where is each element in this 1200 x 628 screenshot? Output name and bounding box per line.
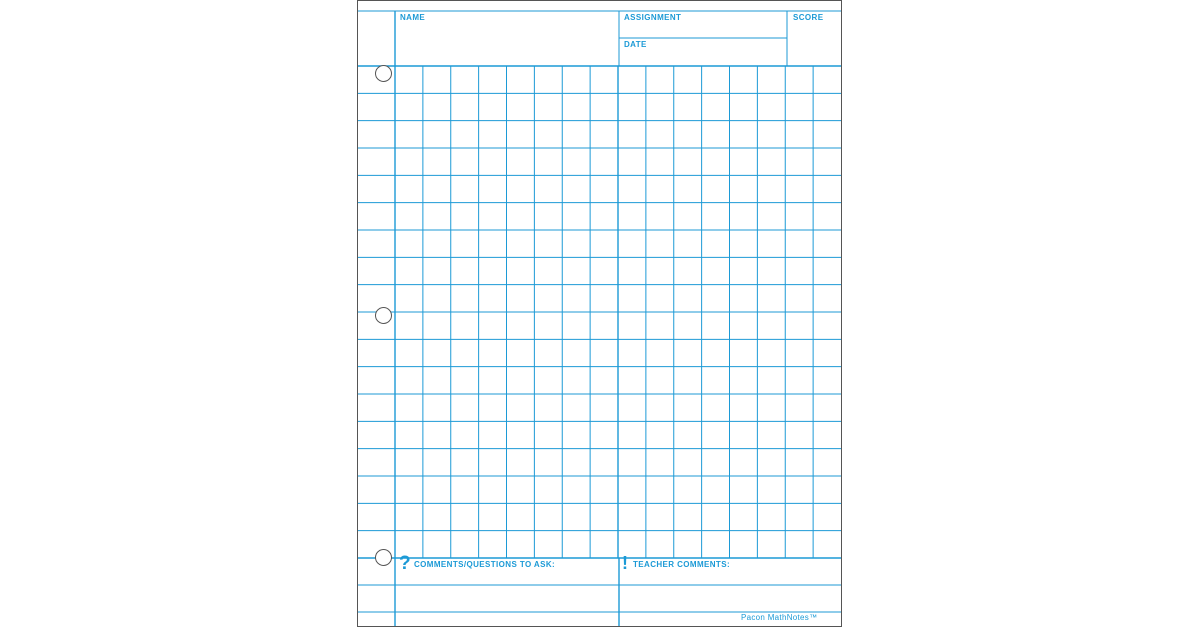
score-label: SCORE (793, 13, 824, 22)
comments-questions-label: COMMENTS/QUESTIONS TO ASK: (414, 560, 556, 569)
question-mark-icon: ? (399, 553, 411, 574)
brand-label: Pacon MathNotes™ (741, 613, 818, 622)
assignment-label: ASSIGNMENT (624, 13, 682, 22)
date-label: DATE (624, 40, 647, 49)
teacher-comments-field[interactable] (619, 571, 841, 626)
name-label: NAME (400, 13, 426, 22)
exclamation-mark-icon: ! (622, 553, 628, 573)
graph-paper-sheet (357, 0, 842, 627)
comments-questions-field[interactable] (395, 571, 618, 626)
binder-hole-bottom (375, 549, 392, 566)
name-field[interactable] (395, 11, 618, 66)
binder-hole-top (375, 65, 392, 82)
teacher-comments-label: TEACHER COMMENTS: (633, 560, 731, 569)
binder-hole-middle (375, 307, 392, 324)
